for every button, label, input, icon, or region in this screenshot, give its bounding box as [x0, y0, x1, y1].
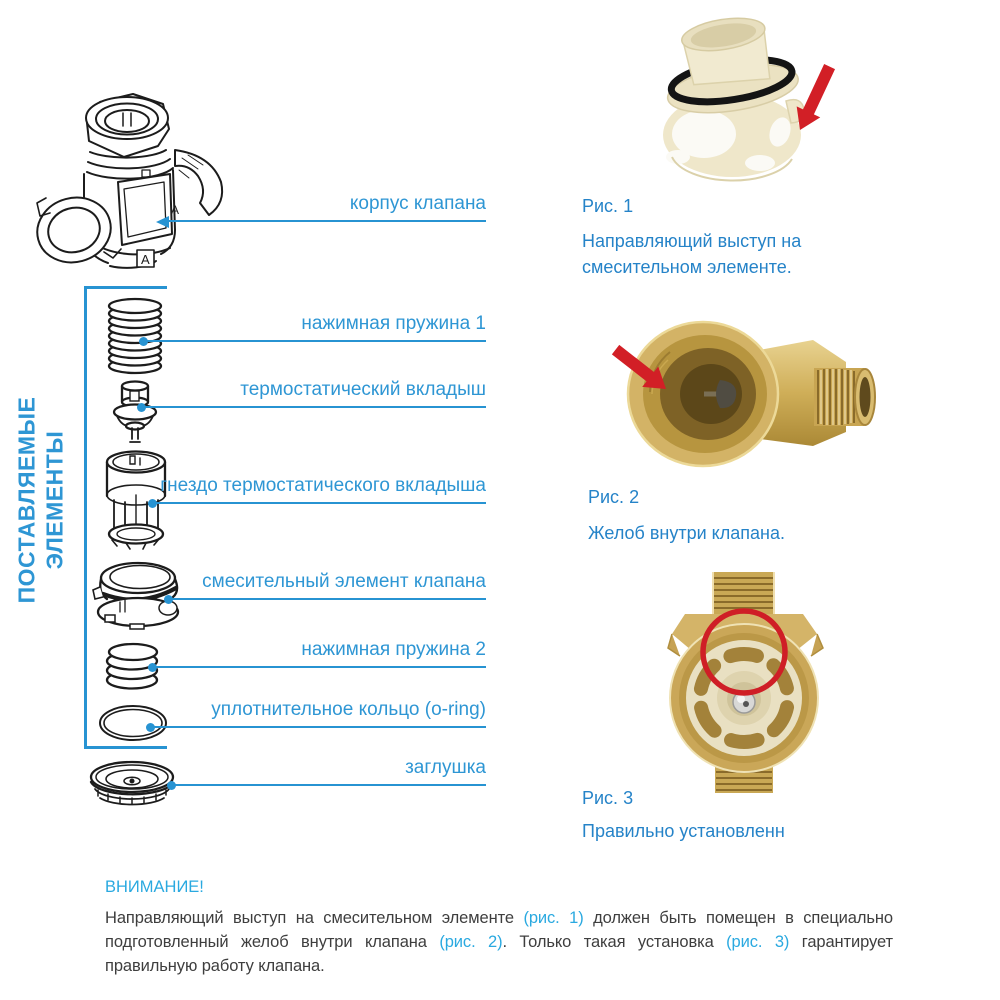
figure-2-description: Желоб внутри клапана.: [588, 523, 785, 543]
warning-paragraph: [105, 906, 893, 978]
supplied-elements-line1: ПОСТАВЛЯЕМЫЕ: [13, 396, 40, 604]
figure-2-photo: [608, 312, 888, 477]
part-label-valve-body: [168, 190, 486, 222]
part-label-text: нажимная пружина 1: [301, 313, 486, 334]
part-label-text: термостатический вкладыш: [240, 379, 486, 400]
mixing-element-photo: [657, 9, 804, 180]
fig-1-reference: (рис. 1): [523, 909, 584, 927]
part-label-text: нажимная пружина 2: [301, 639, 486, 660]
exploded-parts-drawing: [30, 290, 230, 820]
figure-3-description: Правильно установленн: [582, 821, 785, 841]
part-label-insert-socket: [152, 472, 486, 504]
figure-2-caption: Рис. 2: [588, 487, 640, 507]
valve-bottom-photo: [668, 572, 823, 793]
part-label-text: смесительный элемент клапана: [202, 571, 486, 592]
body-letter-a: A: [171, 203, 180, 217]
body-letter-a2: A: [141, 252, 150, 267]
brass-valve-photo: [628, 322, 875, 466]
figure-3-photo: [655, 570, 835, 795]
supplied-elements-line2: ЭЛЕМЕНТЫ: [41, 430, 67, 570]
part-label-spring-1: [143, 310, 486, 342]
part-label-plug: [171, 754, 486, 786]
part-label-text: уплотнительное кольцо (o-ring): [211, 699, 486, 720]
warning-seg-4: гарантирует правильную работу клапана.: [105, 933, 893, 976]
valve-body-drawing: [30, 82, 230, 294]
warning-seg-1: Направляющий выступ на смесительном элементе: [105, 909, 524, 927]
warning-block: [105, 878, 893, 978]
fig-3-reference: (рис. 3): [726, 933, 790, 952]
part-label-mixing-element: [168, 568, 486, 600]
part-label-text: гнездо термостатического вкладыша: [160, 475, 486, 496]
figure-1-caption: Рис. 1: [582, 196, 634, 216]
part-label-text: заглушка: [405, 757, 486, 778]
fig-2-reference: (рис. 2): [439, 933, 503, 952]
warning-title: ВНИМАНИЕ!: [105, 878, 204, 896]
figure-3-caption: Рис. 3: [582, 788, 634, 808]
plug-drawing: [91, 762, 173, 805]
figure-1-photo: [620, 5, 840, 195]
part-label-spring-2: [152, 636, 486, 668]
figure-1-description: Направляющий выступ на смесительном элементе.: [582, 231, 802, 278]
part-label-text: корпус клапана: [349, 193, 486, 214]
part-label-thermostatic-insert: [141, 376, 486, 408]
part-label-o-ring: [150, 696, 486, 728]
warning-seg-2: должен быть помещен в специально подготовленный желоб внутри клапана: [105, 909, 893, 952]
warning-seg-3: . Только такая установка: [502, 933, 727, 952]
